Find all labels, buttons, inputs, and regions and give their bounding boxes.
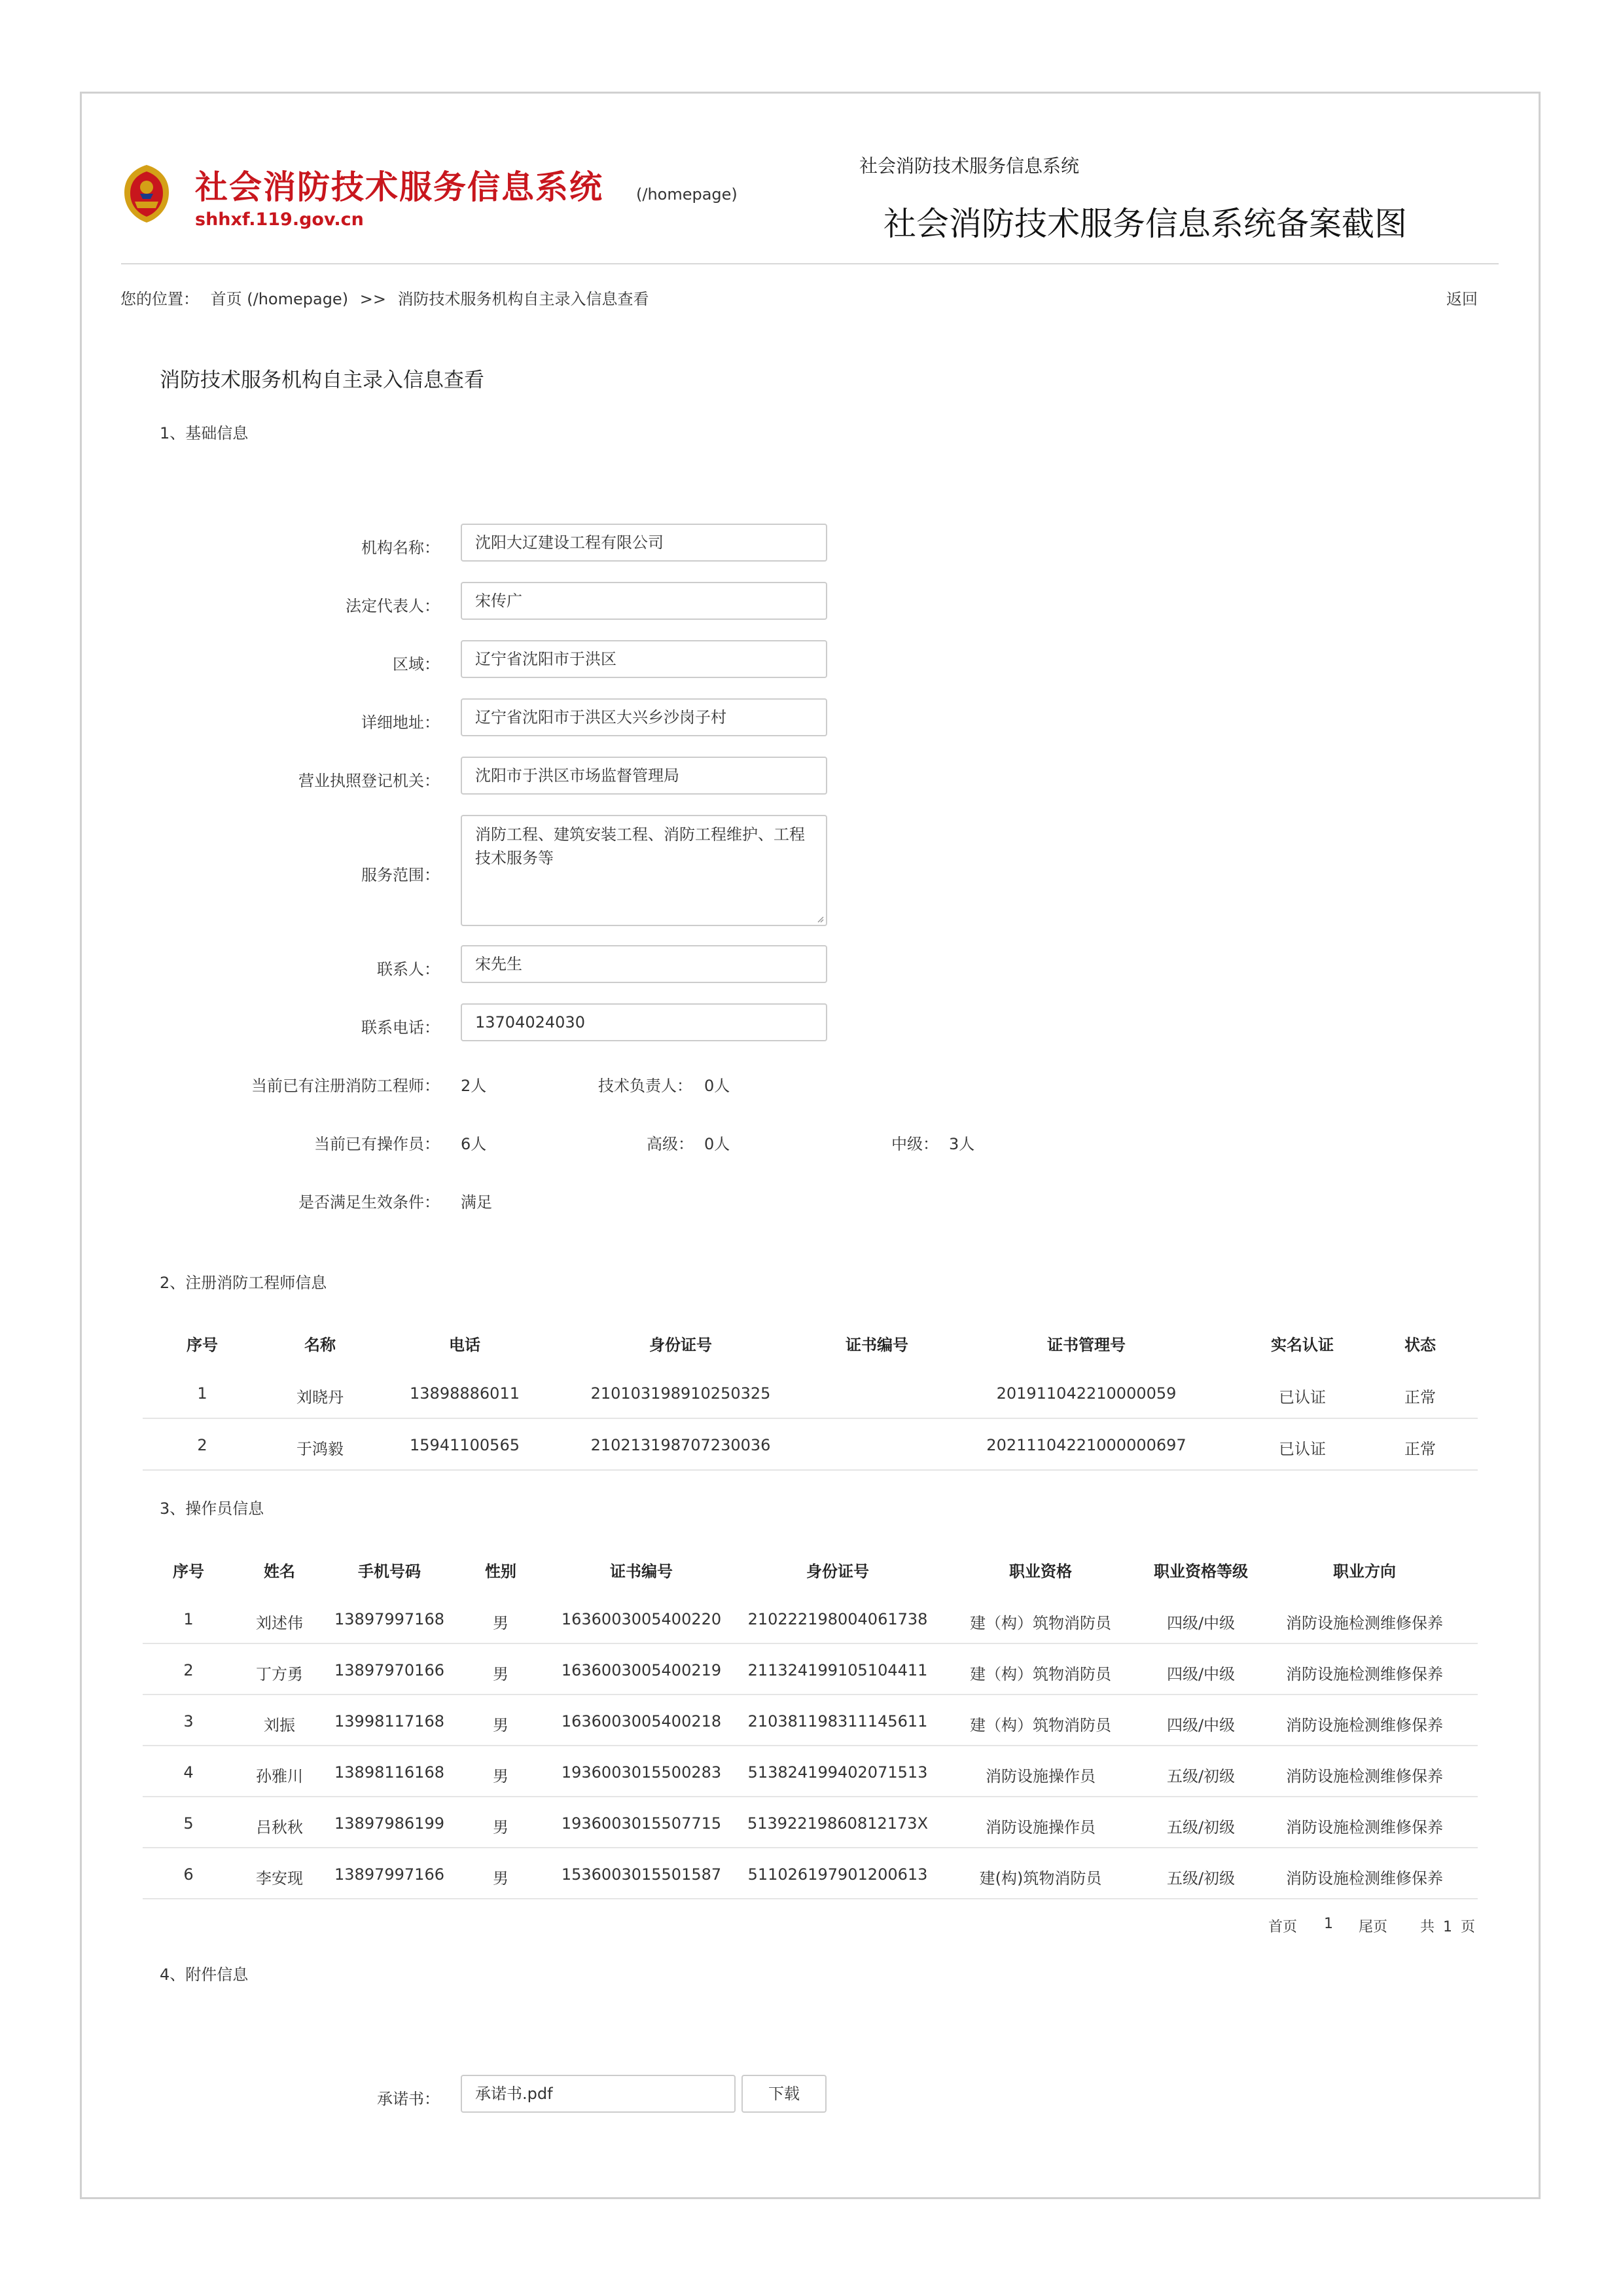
row-divider xyxy=(143,1796,1478,1797)
contact-label: 联系人： xyxy=(377,960,440,978)
breadcrumb xyxy=(120,286,649,309)
table-cell: 刘晓丹 xyxy=(296,1388,344,1407)
pager-total-suffix: 页 xyxy=(1461,1919,1476,1935)
table-cell: 1636003005400220 xyxy=(561,1610,722,1628)
table-cell: 消防设施检测维修保养 xyxy=(1286,1665,1443,1683)
row-divider xyxy=(143,1745,1478,1746)
service-scope-text: 消防工程、建筑安装工程、消防工程维护、工程技术服务等 xyxy=(475,825,805,867)
brand-title[interactable]: 社会消防技术服务信息系统 xyxy=(195,168,603,206)
table-cell: 五级/初级 xyxy=(1166,1818,1236,1837)
table-cell: 210213198707230036 xyxy=(590,1436,771,1454)
pager-last[interactable]: 尾页 xyxy=(1359,1919,1388,1935)
table-cell: 1636003005400219 xyxy=(561,1661,722,1679)
table-cell: 男 xyxy=(493,1818,508,1837)
table-cell: 6 xyxy=(183,1865,194,1884)
section-engineers-title: 2、注册消防工程师信息 xyxy=(160,1274,327,1292)
address-label: 详细地址： xyxy=(361,713,440,732)
effective-value: 满足 xyxy=(461,1193,492,1211)
service-scope-textarea[interactable] xyxy=(461,815,827,926)
table-cell: 2 xyxy=(197,1436,207,1454)
table-cell: 5 xyxy=(183,1814,194,1833)
table-cell: 1 xyxy=(197,1384,207,1403)
table-cell: 建（构）筑物消防员 xyxy=(970,1614,1111,1632)
header-divider xyxy=(121,263,1499,264)
table-cell: 正常 xyxy=(1404,1440,1436,1458)
table-cell: 210103198910250325 xyxy=(590,1384,771,1403)
address-field[interactable]: 辽宁省沈阳市于洪区大兴乡沙岗子村 xyxy=(461,698,827,736)
section-attachments-title: 4、附件信息 xyxy=(160,1965,249,1984)
table-cell: 13897986199 xyxy=(334,1814,444,1833)
table-cell: 消防设施检测维修保养 xyxy=(1286,1767,1443,1785)
mid-label: 中级： xyxy=(891,1135,938,1153)
pager-first[interactable]: 首页 xyxy=(1268,1919,1298,1935)
engineers-col-header: 名称 xyxy=(304,1336,336,1354)
table-cell: 消防设施检测维修保养 xyxy=(1286,1614,1443,1632)
table-cell: 消防设施操作员 xyxy=(986,1767,1096,1785)
tech-lead-label: 技术负责人： xyxy=(598,1077,692,1095)
operators-col-header: 身份证号 xyxy=(806,1562,869,1581)
table-cell: 消防设施操作员 xyxy=(986,1818,1096,1837)
table-cell: 男 xyxy=(493,1767,508,1785)
operators-col-header: 证书编号 xyxy=(610,1562,673,1581)
senior-label: 高级： xyxy=(647,1135,694,1153)
table-cell: 建（构）筑物消防员 xyxy=(970,1665,1111,1683)
table-cell: 消防设施检测维修保养 xyxy=(1286,1716,1443,1734)
page-title: 消防技术服务机构自主录入信息查看 xyxy=(160,368,484,392)
service-scope-label: 服务范围： xyxy=(361,866,440,884)
engineers-col-header: 证书管理号 xyxy=(1047,1336,1126,1354)
table-cell: 51392219860812173X xyxy=(747,1814,929,1833)
table-cell: 四级/中级 xyxy=(1166,1716,1236,1734)
row-divider xyxy=(143,1694,1478,1695)
brand-path[interactable]: (/homepage) xyxy=(636,185,738,204)
table-cell: 孙雅川 xyxy=(256,1767,303,1785)
row-divider xyxy=(143,1643,1478,1644)
table-cell: 男 xyxy=(493,1869,508,1888)
table-cell: 211324199105104411 xyxy=(747,1661,928,1679)
table-cell: 1 xyxy=(183,1610,194,1628)
pager-total xyxy=(1420,1916,1475,1936)
table-cell: 消防设施检测维修保养 xyxy=(1286,1869,1443,1888)
legal-rep-field[interactable]: 宋传广 xyxy=(461,582,827,620)
commitment-label: 承诺书： xyxy=(377,2090,440,2108)
page-heading: 社会消防技术服务信息系统备案截图 xyxy=(883,205,1407,243)
operators-col-header: 职业方向 xyxy=(1333,1562,1396,1581)
table-cell: 李安现 xyxy=(256,1869,303,1888)
table-cell: 210381198311145611 xyxy=(747,1712,928,1731)
engineers-col-header: 状态 xyxy=(1404,1336,1436,1354)
mid-value: 3人 xyxy=(949,1135,975,1153)
pager-total-prefix: 共 xyxy=(1420,1919,1435,1935)
phone-field[interactable]: 13704024030 xyxy=(461,1003,827,1041)
table-cell: 刘述伟 xyxy=(256,1614,303,1632)
table-cell: 男 xyxy=(493,1665,508,1683)
table-cell: 已认证 xyxy=(1279,1388,1326,1407)
row-divider xyxy=(143,1469,1478,1471)
operators-col-header: 手机号码 xyxy=(358,1562,421,1581)
table-cell: 2 xyxy=(183,1661,194,1679)
table-cell: 消防设施检测维修保养 xyxy=(1286,1818,1443,1837)
table-cell: 五级/初级 xyxy=(1166,1869,1236,1888)
header-system-name: 社会消防技术服务信息系统 xyxy=(859,155,1080,177)
engineers-count-label: 当前已有注册消防工程师： xyxy=(251,1077,440,1095)
operators-col-header: 性别 xyxy=(485,1562,516,1581)
brand-domain-rest: .119.gov.cn xyxy=(249,209,364,230)
table-cell: 男 xyxy=(493,1716,508,1734)
engineers-col-header: 实名认证 xyxy=(1271,1336,1334,1354)
download-button[interactable]: 下载 xyxy=(741,2075,827,2113)
table-cell: 刘振 xyxy=(264,1716,295,1734)
back-link[interactable]: 返回 xyxy=(1446,290,1478,308)
effective-label: 是否满足生效条件： xyxy=(298,1193,440,1211)
table-cell: 建(构)筑物消防员 xyxy=(979,1869,1102,1888)
table-cell: 1936003015507715 xyxy=(561,1814,722,1833)
brand-domain-bold: shhxf xyxy=(195,209,249,230)
table-cell: 13897997168 xyxy=(334,1610,444,1628)
brand-domain xyxy=(195,209,364,230)
table-cell: 已认证 xyxy=(1279,1440,1326,1458)
table-cell: 13898116168 xyxy=(334,1763,444,1782)
table-cell: 201911042210000059 xyxy=(996,1384,1177,1403)
table-cell: 15941100565 xyxy=(410,1436,520,1454)
region-field[interactable]: 辽宁省沈阳市于洪区 xyxy=(461,640,827,678)
engineers-col-header: 证书编号 xyxy=(846,1336,908,1354)
table-cell: 五级/初级 xyxy=(1166,1767,1236,1785)
section-basic-title: 1、基础信息 xyxy=(160,424,249,442)
resize-grip-icon[interactable] xyxy=(816,915,824,923)
table-cell: 13898886011 xyxy=(410,1384,520,1403)
table-cell: 4 xyxy=(183,1763,194,1782)
breadcrumb-current: 消防技术服务机构自主录入信息查看 xyxy=(397,290,649,308)
contact-field[interactable]: 宋先生 xyxy=(461,945,827,983)
operators-col-header: 序号 xyxy=(173,1562,204,1581)
org-name-label: 机构名称： xyxy=(361,539,440,557)
table-cell: 1636003005400218 xyxy=(561,1712,722,1731)
engineers-col-header: 序号 xyxy=(187,1336,218,1354)
breadcrumb-separator: >> xyxy=(359,290,386,308)
table-cell: 四级/中级 xyxy=(1166,1614,1236,1632)
region-label: 区域： xyxy=(393,655,440,673)
legal-rep-label: 法定代表人： xyxy=(346,597,440,615)
row-divider xyxy=(143,1418,1478,1419)
table-cell: 13897970166 xyxy=(334,1661,444,1679)
engineers-col-header: 身份证号 xyxy=(649,1336,712,1354)
operators-count-label: 当前已有操作员： xyxy=(314,1135,440,1153)
section-operators-title: 3、操作员信息 xyxy=(160,1499,264,1518)
table-cell: 正常 xyxy=(1404,1388,1436,1407)
tech-lead-value: 0人 xyxy=(704,1077,730,1095)
engineers-col-header: 电话 xyxy=(449,1336,480,1354)
commitment-file-field[interactable]: 承诺书.pdf xyxy=(461,2075,736,2113)
senior-value: 0人 xyxy=(704,1135,730,1153)
table-cell: 于鸿毅 xyxy=(296,1440,344,1458)
row-divider xyxy=(143,1898,1478,1899)
table-cell: 20211104221000000697 xyxy=(986,1436,1186,1454)
table-cell: 210222198004061738 xyxy=(747,1610,928,1628)
table-cell: 3 xyxy=(183,1712,194,1731)
table-cell: 513824199402071513 xyxy=(747,1763,928,1782)
breadcrumb-prefix: 您的位置： xyxy=(120,290,199,308)
table-cell: 511026197901200613 xyxy=(747,1865,928,1884)
pager-total-count: 1 xyxy=(1443,1919,1453,1935)
pager-current-page[interactable]: 1 xyxy=(1324,1916,1333,1932)
org-name-field[interactable]: 沈阳大辽建设工程有限公司 xyxy=(461,524,827,562)
table-cell: 建（构）筑物消防员 xyxy=(970,1716,1111,1734)
breadcrumb-home-link[interactable]: 首页 (/homepage) xyxy=(210,290,349,308)
table-cell: 男 xyxy=(493,1614,508,1632)
table-cell: 1936003015500283 xyxy=(561,1763,722,1782)
operators-col-header: 职业资格 xyxy=(1009,1562,1072,1581)
table-cell: 吕秋秋 xyxy=(256,1818,303,1837)
fire-emblem-icon xyxy=(120,162,173,225)
phone-label: 联系电话： xyxy=(361,1018,440,1037)
operators-col-header: 姓名 xyxy=(264,1562,295,1581)
operators-col-header: 职业资格等级 xyxy=(1154,1562,1248,1581)
registration-authority-label: 营业执照登记机关： xyxy=(298,772,440,790)
table-cell: 13998117168 xyxy=(334,1712,444,1731)
table-cell: 1536003015501587 xyxy=(561,1865,722,1884)
table-cell: 13897997166 xyxy=(334,1865,444,1884)
row-divider xyxy=(143,1847,1478,1848)
table-cell: 丁方勇 xyxy=(256,1665,303,1683)
table-cell: 四级/中级 xyxy=(1166,1665,1236,1683)
engineers-count-value: 2人 xyxy=(461,1077,487,1095)
registration-authority-field[interactable]: 沈阳市于洪区市场监督管理局 xyxy=(461,757,827,795)
operators-count-value: 6人 xyxy=(461,1135,487,1153)
